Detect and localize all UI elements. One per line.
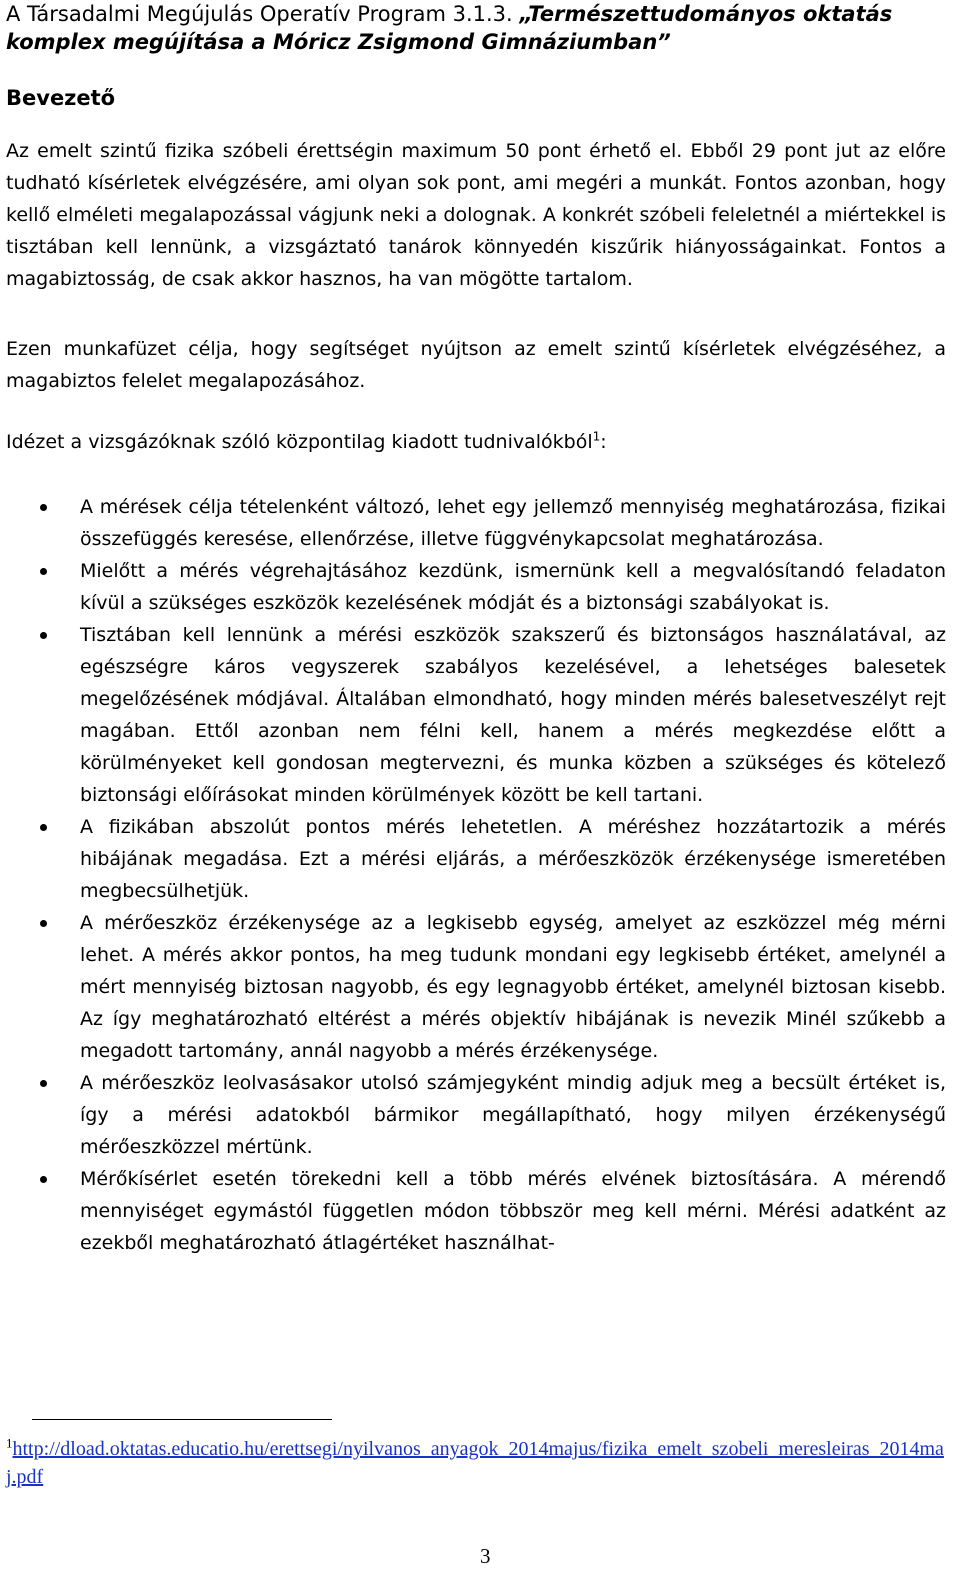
list-item-text: A mérések célja tételenként változó, lehet egy jellemző mennyiség meghatározása, fizikai összefüggés keresése, ellenőrzése, illetve függvénykapcsolat meghatározása.	[80, 496, 946, 550]
footnote-marker: 1	[6, 1435, 13, 1451]
section-heading: Bevezető	[6, 86, 116, 110]
list-item	[0, 1067, 946, 1163]
bullet-icon	[40, 504, 47, 511]
footnote-link[interactable]: http://dload.oktatas.educatio.hu/erettsegi/nyilvanos_anyagok_2014majus/fizika_emelt_szobeli_meresleiras_2014maj.pdf	[6, 1438, 944, 1488]
footnote-reference[interactable]: 1	[592, 429, 601, 444]
intro-paragraph: Az emelt szintű fizika szóbeli érettségin maximum 50 pont érhető el. Ebből 29 pont jut az előre tudható kísérletek elvégzésére, ami olyan sok pont, ami megéri a munkát. Fontos azonban, hogy kellő elméleti megalapozással vágjunk neki a dolognak. A konkrét szóbeli feleletnél a miértekkel is tisztában kell lennünk, a vizsgáztató tanárok könnyedén kiszűrik hiányosságainkat. Fontos a magabiztosság, de csak akkor hasznos, ha van mögötte tartalom.	[6, 140, 946, 290]
quote-intro	[6, 426, 946, 458]
list-item	[0, 555, 946, 619]
list-item-text: Tisztában kell lennünk a mérési eszközök szakszerű és biztonságos használatával, az egészségre káros vegyszerek szabályos kezelésével, a lehetséges balesetek megelőzésének módjával. Általában elmondható, hogy minden mérés balesetveszélyt rejt magában. Ettől azonban nem félni kell, hanem a mérés megkezdése előtt a körülményeket kell gondosan megtervezni, és munka közben a szükséges és kötelező biztonsági előírásokat minden körülmények között be kell tartani.	[80, 624, 946, 806]
list-item	[0, 619, 946, 811]
quote-intro-suffix: :	[600, 431, 607, 453]
list-item-text: A mérőeszköz érzékenysége az a legkisebb egység, amelyet az eszközzel még mérni lehet. A mérés akkor pontos, ha meg tudunk mondani egy legkisebb értéket, amelynél a mért mennyiség biztosan nagyobb, és egy legnagyobb értéket, amelynél biztosan kisebb. Az így meghatározható eltérést a mérés objektív hibájának is nevezik Minél szűkebb a megadott tartomány, annál nagyobb a mérés érzékenysége.	[80, 912, 946, 1062]
page-header	[6, 0, 946, 56]
quote-intro-text: Idézet a vizsgázóknak szóló központilag kiadott tudnivalókból	[6, 431, 593, 453]
list-item-text: A fizikában abszolút pontos mérés lehetetlen. A méréshez hozzátartozik a mérés hibájának megadása. Ezt a mérési eljárás, a mérőeszközök érzékenysége ismeretében megbecsülhetjük.	[80, 816, 946, 902]
header-program-text: A Társadalmi Megújulás Operatív Program 3.1.3.	[6, 2, 520, 26]
header-project-title: „Természettudományos oktatás komplex megújítása a Móricz Zsigmond Gimnáziumban”	[6, 2, 893, 54]
bullet-icon	[40, 1176, 47, 1183]
footnote-separator	[32, 1419, 332, 1420]
list-item	[0, 811, 946, 907]
list-item-text: A mérőeszköz leolvasásakor utolsó számjegyként mindig adjuk meg a becsült értéket is, így a mérési adatokból bármikor megállapítható, hogy milyen érzékenységű mérőeszközzel mértünk.	[80, 1072, 946, 1158]
list-item	[0, 491, 946, 555]
bullet-icon	[40, 824, 47, 831]
page-number: 3	[480, 1544, 491, 1568]
purpose-paragraph: Ezen munkafüzet célja, hogy segítséget nyújtson az emelt szintű kísérletek elvégzéséhez, a magabiztos felelet megalapozásához.	[6, 338, 946, 392]
list-item-text: Mielőtt a mérés végrehajtásához kezdünk, ismernünk kell a megvalósítandó feladaton kívül a szükséges eszközök kezelésének módját és a biztonsági szabályokat is.	[80, 560, 946, 614]
list-item	[0, 1163, 946, 1259]
bullet-icon	[40, 632, 47, 639]
bullet-icon	[40, 568, 47, 575]
bullet-icon	[40, 920, 47, 927]
list-item-text: Mérőkísérlet esetén törekedni kell a több mérés elvének biztosítására. A mérendő mennyiséget egymástól független módon többször meg kell mérni. Mérési adatként az ezekből meghatározható átlagértéket használhat-	[80, 1168, 946, 1254]
rules-list	[0, 491, 946, 1259]
footnote	[6, 1435, 946, 1491]
list-item	[0, 907, 946, 1067]
bullet-icon	[40, 1080, 47, 1087]
